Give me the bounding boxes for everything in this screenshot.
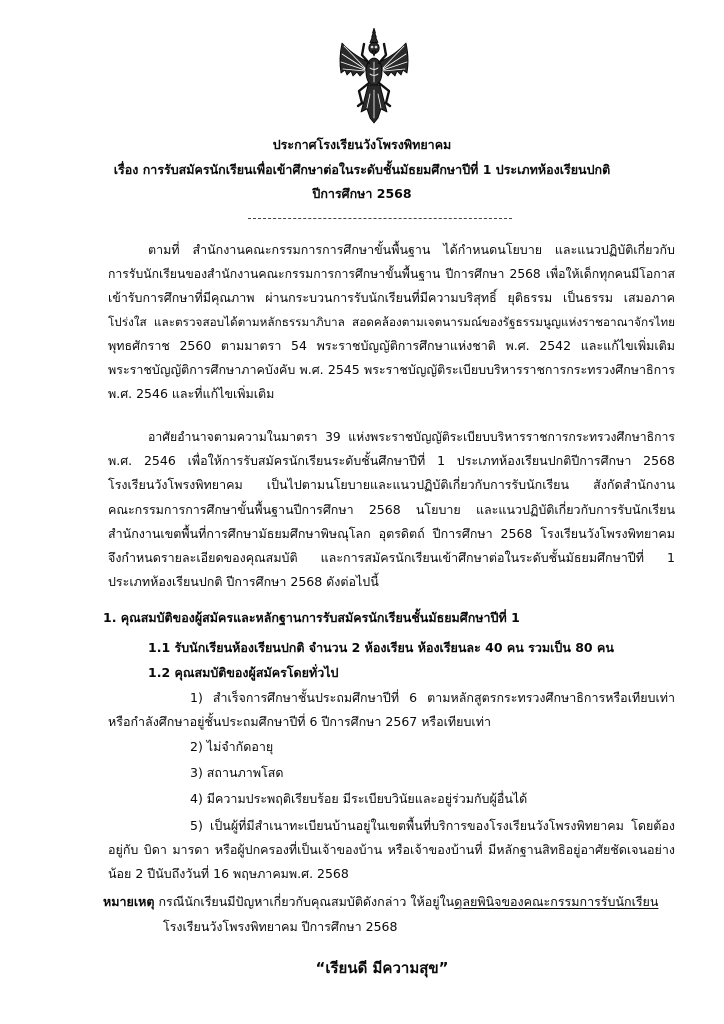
paragraph-line: สำนักงานเขตพื้นที่การศึกษามัธยมศึกษาพิษณุโลก อุตรดิตถ์ ปีการศึกษา 2568 โรงเรียนวังโพรงพิทยาคม bbox=[108, 525, 675, 541]
note-line-2: โรงเรียนวังโพรงพิทยาคม ปีการศึกษา 2568 bbox=[163, 919, 398, 934]
subsection-1-2-block bbox=[108, 661, 675, 685]
garuda-emblem bbox=[338, 28, 410, 124]
announcement-title: ประกาศโรงเรียนวังโพรงพิทยาคม bbox=[272, 137, 452, 152]
announcement-subject: เรื่อง การรับสมัครนักเรียนเพื่อเข้าศึกษาต่อในระดับชั้นมัธยมศึกษาปีที่ 1 ประเภทห้องเรียนปกติ bbox=[113, 161, 611, 177]
subsection-1-1-block bbox=[108, 636, 675, 660]
paragraph-line: ตามที่ สำนักงานคณะกรรมการการศึกษาขั้นพื้นฐาน ได้กำหนดนโยบาย และแนวปฏิบัติเกี่ยวกับ bbox=[148, 242, 675, 257]
paragraph-line: เข้ารับการศึกษาที่มีคุณภาพ ผ่านกระบวนการรับนักเรียนที่มีความบริสุทธิ์ ยุติธรรม เป็นธรรม เสมอภาค bbox=[108, 290, 675, 305]
paragraph-line: พ.ศ. 2546 และที่แก้ไขเพิ่มเติม bbox=[108, 386, 275, 401]
dashed-divider bbox=[248, 218, 512, 219]
motto-block bbox=[232, 955, 532, 981]
qualification-line: น้อย 2 ปีนับถึงวันที่ 16 พฤษภาคมพ.ศ. 2568 bbox=[108, 866, 349, 881]
paragraph-line: จึงกำหนดรายละเอียดของคุณสมบัติ และการสมัครนักเรียนเข้าศึกษาต่อในระดับชั้นมัธยมศึกษาปีที่ 1 bbox=[108, 550, 675, 566]
paragraph-line: โปร่งใส และตรวจสอบได้ตามหลักธรรมาภิบาล สอดคล้องตามเจตนารมณ์ของรัฐธรรมนูญแห่งราชอาณาจักรไทย bbox=[108, 315, 675, 329]
qualification-item-5 bbox=[108, 814, 675, 886]
note-line-1 bbox=[103, 889, 675, 914]
garuda-emblem-graphic bbox=[338, 28, 410, 124]
note-label: หมายเหตุ bbox=[103, 894, 155, 909]
announcement-academic-year: ปีการศึกษา 2568 bbox=[312, 186, 412, 201]
qualification-item-4 bbox=[108, 787, 675, 811]
paragraph-line: การรับนักเรียนของสำนักงานคณะกรรมการการศึกษาขั้นพื้นฐาน ปีการศึกษา 2568 เพื่อให้เด็กทุกคนมีโอกาส bbox=[108, 267, 675, 281]
school-motto: “เรียนดี มีความสุข” bbox=[315, 959, 449, 977]
qualification-line: อยู่กับ บิดา มารดา หรือผู้ปกครองที่เป็นเจ้าของบ้าน หรือเจ้าของบ้านที่ มีหลักฐานสิทธิอยู่อาศัยชัดเจนอย่าง bbox=[108, 842, 675, 857]
authority-paragraph bbox=[108, 425, 675, 594]
announcement-header bbox=[0, 133, 724, 207]
note-text: กรณีนักเรียนมีปัญหาเกี่ยวกับคุณสมบัติดังกล่าว ให้อยู่ใน bbox=[158, 894, 455, 909]
qualification-line: 4) มีความประพฤติเรียบร้อย มีระเบียบวินัยและอยู่ร่วมกับผู้อื่นได้ bbox=[190, 791, 528, 806]
paragraph-line: พุทธศักราช 2560 ตามมาตรา 54 พระราชบัญญัติการศึกษาแห่งชาติ พ.ศ. 2542 และแก้ไขเพิ่มเติม bbox=[108, 338, 675, 353]
paragraph-line: พระราชบัญญัติการศึกษาภาคบังคับ พ.ศ. 2545 พระราชบัญญัติระเบียบบริหารราชการกระทรวงศึกษาธิการ bbox=[108, 362, 675, 377]
paragraph-line: โรงเรียนวังโพรงพิทยาคม เป็นไปตามนโยบายและแนวปฏิบัติเกี่ยวกับการรับนักเรียน สังกัดสำนักงาน bbox=[108, 477, 675, 493]
paragraph-line: อาศัยอำนาจตามความในมาตรา 39 แห่งพระราชบัญญัติระเบียบบริหารราชการกระทรวงศึกษาธิการ bbox=[148, 430, 675, 444]
note-block bbox=[103, 889, 675, 939]
qualification-line: 2) ไม่จำกัดอายุ bbox=[190, 739, 274, 754]
qualification-item-3 bbox=[108, 761, 675, 785]
paragraph-line: ประเภทห้องเรียนปกติ ปีการศึกษา 2568 ดังต่อไปนี้ bbox=[108, 574, 379, 590]
subsection-1-2: 1.2 คุณสมบัติของผู้สมัครโดยทั่วไป bbox=[148, 665, 339, 680]
paragraph-line: พ.ศ. 2546 เพื่อให้การรับสมัครนักเรียนระดับชั้นศึกษาปีที่ 1 ประเภทห้องเรียนปกติปีการศึกษา 2568 bbox=[108, 453, 675, 469]
paragraph-line: คณะกรรมการการศึกษาขั้นพื้นฐานปีการศึกษา 2568 นโยบาย และแนวปฏิบัติเกี่ยวกับการรับนักเรียน bbox=[108, 501, 675, 517]
qualification-item-2 bbox=[108, 735, 675, 759]
qualification-line: หรือกำลังศึกษาอยู่ชั้นประถมศึกษาปีที่ 6 ปีการศึกษา 2567 หรือเทียบเท่า bbox=[108, 714, 491, 729]
note-underlined-text: ดุลยพินิจของคณะกรรมการรับนักเรียน bbox=[454, 894, 659, 909]
qualification-line: 3) สถานภาพโสด bbox=[190, 765, 284, 780]
intro-paragraph bbox=[108, 238, 675, 406]
section-1-heading: 1. คุณสมบัติของผู้สมัครและหลักฐานการรับสมัครนักเรียนชั้นมัธยมศึกษาปีที่ 1 bbox=[103, 610, 520, 625]
qualification-line: 5) เป็นผู้ที่มีสำเนาทะเบียนบ้านอยู่ในเขตพื้นที่บริการของโรงเรียนวังโพรงพิทยาคม โดยต้อง bbox=[190, 818, 675, 833]
subsection-1-1: 1.1 รับนักเรียนห้องเรียนปกติ จำนวน 2 ห้องเรียน ห้องเรียนละ 40 คน รวมเป็น 80 คน bbox=[148, 640, 614, 655]
qualification-line: 1) สำเร็จการศึกษาชั้นประถมศึกษาปีที่ 6 ตามหลักสูตรกระทรวงศึกษาธิการหรือเทียบเท่า bbox=[190, 690, 675, 705]
section-1-heading-block bbox=[103, 606, 675, 630]
qualification-item-1 bbox=[108, 686, 675, 734]
